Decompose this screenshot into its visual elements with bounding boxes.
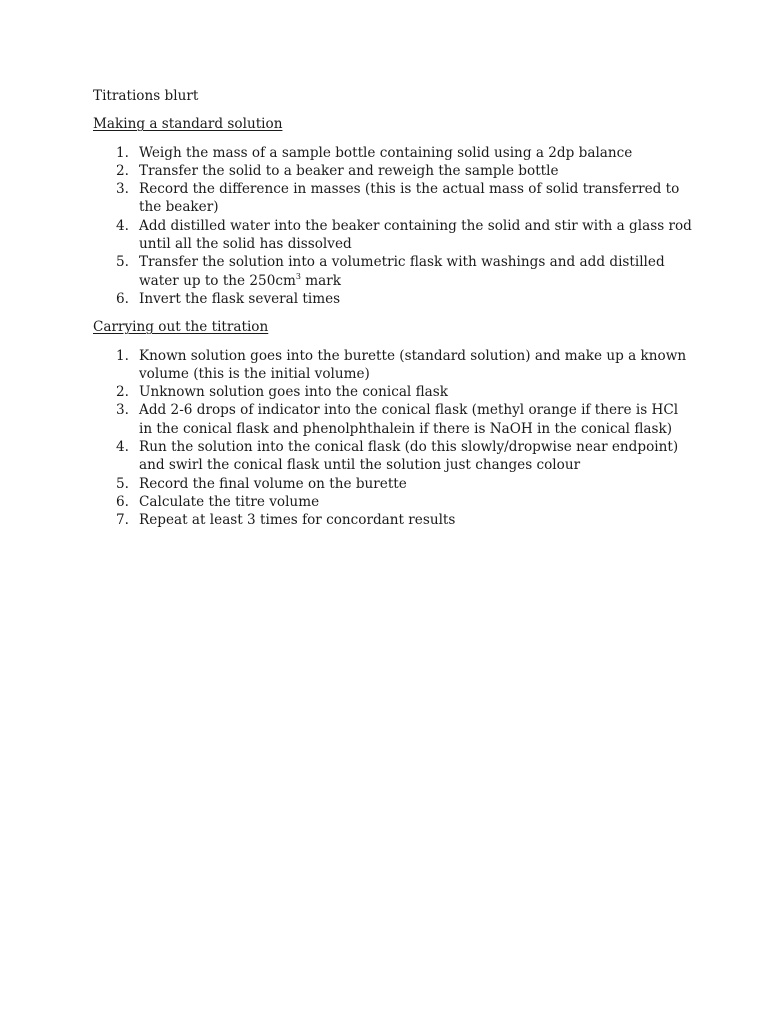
list-item-number: 1. <box>116 144 129 161</box>
document-page <box>93 87 693 540</box>
list-item <box>93 290 693 308</box>
list-item-text: Transfer the solid to a beaker and reweigh the sample bottle <box>139 162 559 179</box>
list-item <box>93 253 693 290</box>
list-item-text: Calculate the titre volume <box>139 493 320 510</box>
list-item-number: 5. <box>116 475 129 492</box>
list-item <box>93 162 693 180</box>
superscript: 3 <box>295 271 301 281</box>
list-item-text: Repeat at least 3 times for concordant results <box>139 512 456 529</box>
list-item-number: 7. <box>116 512 129 529</box>
section-making-standard-solution <box>93 115 693 308</box>
list-item-text: Add distilled water into the beaker containing the solid and stir with a glass rod until all the solid has dissolved <box>139 217 692 253</box>
list-item-number: 1. <box>116 347 129 364</box>
list-item <box>93 438 693 475</box>
list-item <box>93 144 693 162</box>
list-item-text-after: mark <box>300 272 342 289</box>
list-item <box>93 347 693 384</box>
list-item <box>93 511 693 529</box>
list-item-text: Weigh the mass of a sample bottle containing solid using a 2dp balance <box>139 144 633 161</box>
section-carrying-out-titration <box>93 318 693 529</box>
list-item <box>93 180 693 217</box>
document-title: Titrations blurt <box>93 88 199 104</box>
list-item-text: Add 2-6 drops of indicator into the conical flask (methyl orange if there is HCl in the conical flask and phenolphthalein if there is NaOH in the conical flask) <box>139 402 679 437</box>
list-item <box>93 217 693 254</box>
list-item-number: 6. <box>116 290 129 307</box>
list-item-number: 6. <box>116 493 129 510</box>
list-item <box>93 401 693 438</box>
list-item-number: 4. <box>116 439 129 456</box>
list-item-text <box>139 254 665 288</box>
list-item-text: Run the solution into the conical flask (do this slowly/dropwise near endpoint) and swirl the conical flask until the solution just changes colour <box>139 439 679 474</box>
list-item-text: Invert the flask several times <box>139 290 341 307</box>
section-heading: Making a standard solution <box>93 116 283 133</box>
list-item-number: 3. <box>116 181 129 198</box>
section-heading: Carrying out the titration <box>93 319 269 336</box>
list-item <box>93 383 693 401</box>
list-item-number: 4. <box>116 217 129 234</box>
list-item-text: Record the final volume on the burette <box>139 475 407 492</box>
list-item-number: 2. <box>116 162 129 179</box>
list-item-text: Unknown solution goes into the conical flask <box>139 384 448 401</box>
list-item-number: 3. <box>116 402 129 419</box>
list-item-text-before: Transfer the solution into a volumetric flask with washings and add distilled water up to the 250cm <box>139 254 665 289</box>
list-item-number: 2. <box>116 384 129 401</box>
list-item-number: 5. <box>116 254 129 271</box>
list-item <box>93 493 693 511</box>
list-item-text: Record the difference in masses (this is the actual mass of solid transferred to the beaker) <box>139 181 680 216</box>
list-item <box>93 475 693 493</box>
list-item-text: Known solution goes into the burette (standard solution) and make up a known volume (this is the initial volume) <box>139 347 687 382</box>
numbered-list <box>93 144 693 309</box>
numbered-list <box>93 347 693 530</box>
